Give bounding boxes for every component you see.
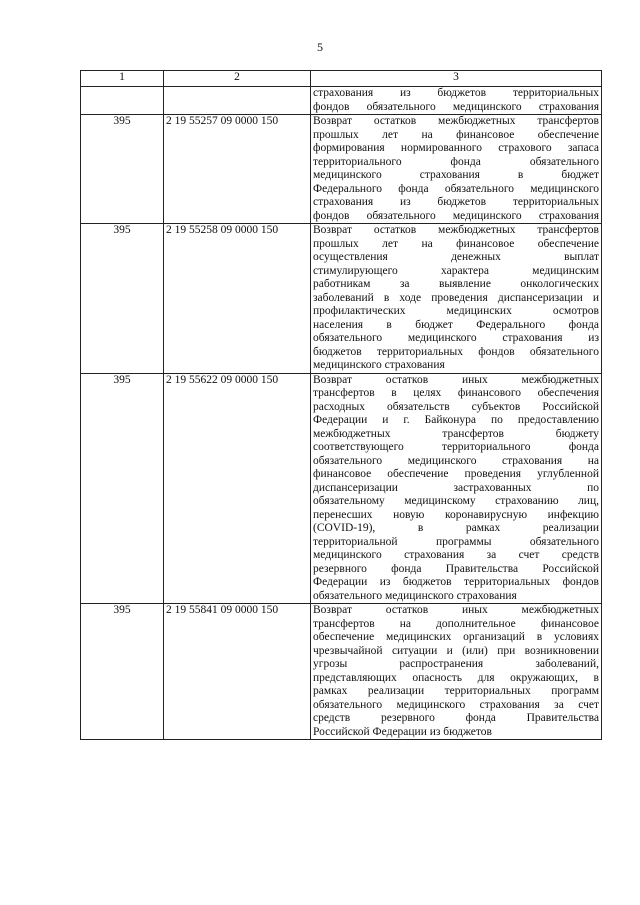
- description-line: территориального фонда обязательного: [313, 155, 599, 168]
- description-line: стимулирующего характера медицинским: [313, 264, 599, 277]
- description-line: Федерального фонда обязательного медицинского: [313, 182, 599, 195]
- description-line: обязательного медицинского страхования за счет: [313, 698, 599, 711]
- budget-codes-table: [80, 70, 602, 740]
- description-line: трансфертов на дополнительное финансовое: [313, 617, 599, 630]
- admin-code-cell: 395: [81, 224, 164, 374]
- column-header-3: 3: [311, 71, 602, 87]
- description-line: обязательному медицинскому страхованию лиц,: [313, 495, 599, 507]
- description-line: резервного фонда Правительства Российской: [313, 562, 599, 575]
- revenue-description-cell: [311, 373, 602, 604]
- table-body: [81, 87, 602, 740]
- description-line: представляющих опасность для окружающих, в: [313, 671, 599, 684]
- description-line: населения в бюджет Федерального фонда: [313, 318, 599, 331]
- description-line: обязательного медицинского страхования на: [313, 454, 599, 467]
- description-line: Российской Федерации из бюджетов: [313, 725, 492, 738]
- description-line: перенесших новую коронавирусную инфекцию: [313, 508, 599, 521]
- revenue-description-cell: [311, 604, 602, 740]
- description-line: фондов обязательного медицинского страхования: [313, 100, 599, 113]
- revenue-description-cell: [311, 224, 602, 374]
- description-line: обязательного медицинского страхования из: [313, 332, 599, 344]
- description-line: угрозы распространения заболеваний,: [313, 658, 599, 670]
- budget-classification-code-cell: 2 19 55258 09 0000 150: [164, 224, 311, 374]
- description-line: прошлых лет на финансовое обеспечение: [313, 237, 599, 250]
- admin-code-cell: 395: [81, 604, 164, 740]
- column-header-2: 2: [164, 71, 311, 87]
- description-line: страхования из бюджетов территориальных: [313, 196, 599, 208]
- table-row: [81, 373, 602, 604]
- description-line: прошлых лет на финансовое обеспечение: [313, 128, 599, 141]
- description-line: медицинского страхования в бюджет: [313, 169, 599, 181]
- description-line: осуществления денежных выплат: [313, 251, 599, 263]
- description-line: медицинского страхования за счет средств: [313, 549, 599, 561]
- page-number: 5: [317, 40, 323, 54]
- admin-code-cell: 395: [81, 373, 164, 604]
- description-line: соответствующего территориального фонда: [313, 441, 599, 453]
- column-header-1: 1: [81, 71, 164, 87]
- description-line: средств резервного фонда Правительства: [313, 712, 599, 724]
- description-line: фондов обязательного медицинского страхования: [313, 209, 599, 222]
- description-line: Возврат остатков иных межбюджетных: [313, 604, 599, 616]
- description-line: обеспечение медицинских организаций в условиях: [313, 631, 599, 643]
- table-row: [81, 604, 602, 740]
- budget-classification-code-cell: 2 19 55622 09 0000 150: [164, 373, 311, 604]
- admin-code-cell: 395: [81, 115, 164, 224]
- budget-classification-code-cell: 2 19 55257 09 0000 150: [164, 115, 311, 224]
- description-line: Федерации из бюджетов территориальных фондов: [313, 576, 599, 588]
- description-line: межбюджетных трансфертов бюджету: [313, 427, 599, 440]
- description-line: трансфертов в целях финансового обеспечения: [313, 387, 599, 399]
- description-line: Федерации и г. Байконура по предоставлению: [313, 414, 599, 426]
- description-line: медицинского страхования: [313, 359, 445, 371]
- description-line: Возврат остатков межбюджетных трансфертов: [313, 224, 599, 236]
- description-line: формирования нормированного страхового запаса: [313, 142, 599, 154]
- table-row: [81, 87, 602, 115]
- description-line: (COVID-19), в рамках реализации: [313, 522, 599, 534]
- description-line: обязательного медицинского страхования: [313, 589, 517, 602]
- budget-classification-code-cell: 2 19 55841 09 0000 150: [164, 604, 311, 740]
- revenue-description-cell: [311, 115, 602, 224]
- description-line: диспансеризации застрахованных по: [313, 481, 599, 494]
- description-line: рамках реализации территориальных программ: [313, 685, 599, 697]
- description-line: работникам за выявление онкологических: [313, 278, 599, 290]
- revenue-description-cell: [311, 87, 602, 115]
- description-line: территориальной программы обязательного: [313, 535, 599, 548]
- table-header-row: [81, 71, 602, 87]
- budget-classification-code-cell: [164, 87, 311, 115]
- description-line: заболеваний в ходе проведения диспансеризации и: [313, 291, 599, 304]
- description-line: бюджетов территориальных фондов обязательного: [313, 345, 599, 358]
- description-line: расходных обязательств субъектов Российской: [313, 400, 599, 413]
- description-line: Возврат остатков иных межбюджетных: [313, 373, 599, 386]
- description-line: профилактических медицинских осмотров: [313, 305, 599, 317]
- description-line: финансовое обеспечение проведения углубленной: [313, 468, 599, 480]
- table-row: [81, 224, 602, 374]
- table-row: [81, 115, 602, 224]
- admin-code-cell: [81, 87, 164, 115]
- description-line: страхования из бюджетов территориальных: [313, 87, 599, 99]
- description-line: чрезвычайной ситуации и (или) при возникновении: [313, 644, 599, 657]
- description-line: Возврат остатков межбюджетных трансфертов: [313, 115, 599, 127]
